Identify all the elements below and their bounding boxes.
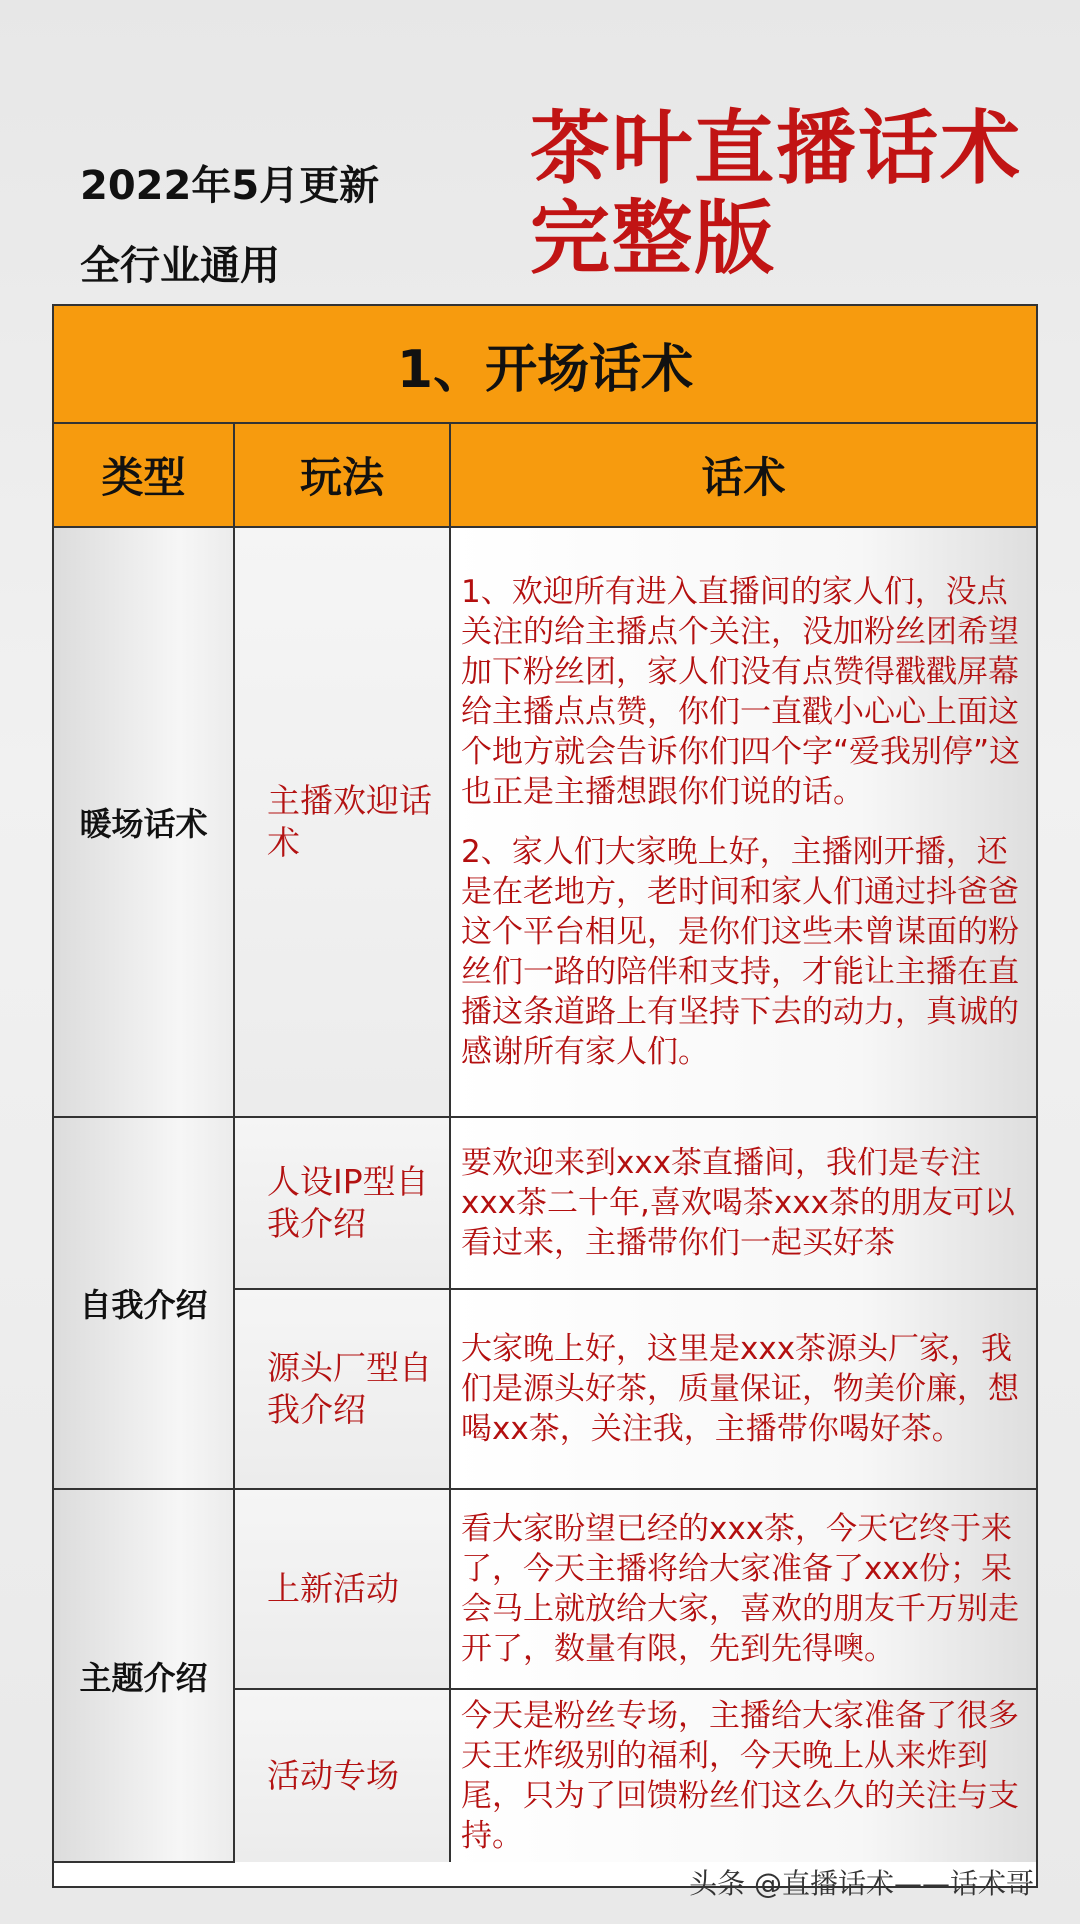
update-line: 2022年5月更新	[80, 163, 380, 209]
script-paragraph: 要欢迎来到xxx茶直播间，我们是专注xxx茶二十年,喜欢喝茶xxx茶的朋友可以看过来，主播带你们一起买好茶	[461, 1145, 1015, 1261]
script-paragraph: 1、欢迎所有进入直播间的家人们，没点关注的给主播点个关注，没加粉丝团希望加下粉丝团，家人们没有点赞得戳戳屏幕给主播点点赞，你们一直戳小心心上面这个地方就会告诉你们四个字“爱我别停”这也正是主播想跟你们说的话。	[461, 574, 1021, 810]
watermark: 头条 @直播话术——话术哥	[689, 1867, 1034, 1900]
script-paragraph: 今天是粉丝专场，主播给大家准备了很多天王炸级别的福利，今天晚上从来炸到尾，只为了回馈粉丝们这么久的关注与支持。	[461, 1698, 1019, 1854]
script-cell	[450, 1489, 1036, 1689]
type-cell: 主题介绍	[54, 1489, 234, 1862]
type-cell: 自我介绍	[54, 1117, 234, 1489]
type-cell: 暖场话术	[54, 527, 234, 1117]
script-cell	[450, 527, 1036, 1117]
column-header-type: 类型	[54, 424, 234, 527]
script-cell	[450, 1289, 1036, 1489]
column-header-play: 玩法	[234, 424, 450, 527]
script-paragraph: 看大家盼望已经的xxx茶，今天它终于来了，今天主播将给大家准备了xxx份；呆会马上就放给大家，喜欢的朋友千万别走开了，数量有限，先到先得噢。	[461, 1511, 1019, 1667]
script-cell	[450, 1117, 1036, 1289]
script-cell	[450, 1689, 1036, 1862]
section-title: 1、开场话术	[54, 306, 1036, 424]
play-cell: 源头厂型自我介绍	[234, 1289, 450, 1489]
play-cell: 上新活动	[234, 1489, 450, 1689]
play-cell: 主播欢迎话术	[234, 527, 450, 1117]
script-paragraph: 2、家人们大家晚上好，主播刚开播，还是在老地方，老时间和家人们通过抖爸爸这个平台相见，是你们这些未曾谋面的粉丝们一路的陪伴和支持，才能让主播在直播这条道路上有坚持下去的动力，真诚的感谢所有家人们。	[461, 834, 1019, 1070]
table-row	[54, 1489, 1036, 1689]
table-row	[54, 527, 1036, 1117]
play-cell: 活动专场	[234, 1689, 450, 1862]
title-line-2: 完整版	[530, 192, 776, 285]
play-cell: 人设IP型自我介绍	[234, 1117, 450, 1289]
table-row	[54, 1117, 1036, 1289]
script-paragraph: 大家晚上好，这里是xxx茶源头厂家，我们是源头好茶，质量保证，物美价廉，想喝xx茶，关注我，主播带你喝好茶。	[461, 1331, 1019, 1447]
page-title	[530, 104, 1022, 284]
title-line-1: 茶叶直播话术	[530, 102, 1022, 195]
script-grid	[54, 424, 1036, 1863]
script-table	[52, 304, 1038, 1888]
header-row	[54, 424, 1036, 527]
column-header-script: 话术	[450, 424, 1036, 527]
header-meta	[80, 146, 379, 306]
scope-line: 全行业通用	[80, 243, 280, 289]
